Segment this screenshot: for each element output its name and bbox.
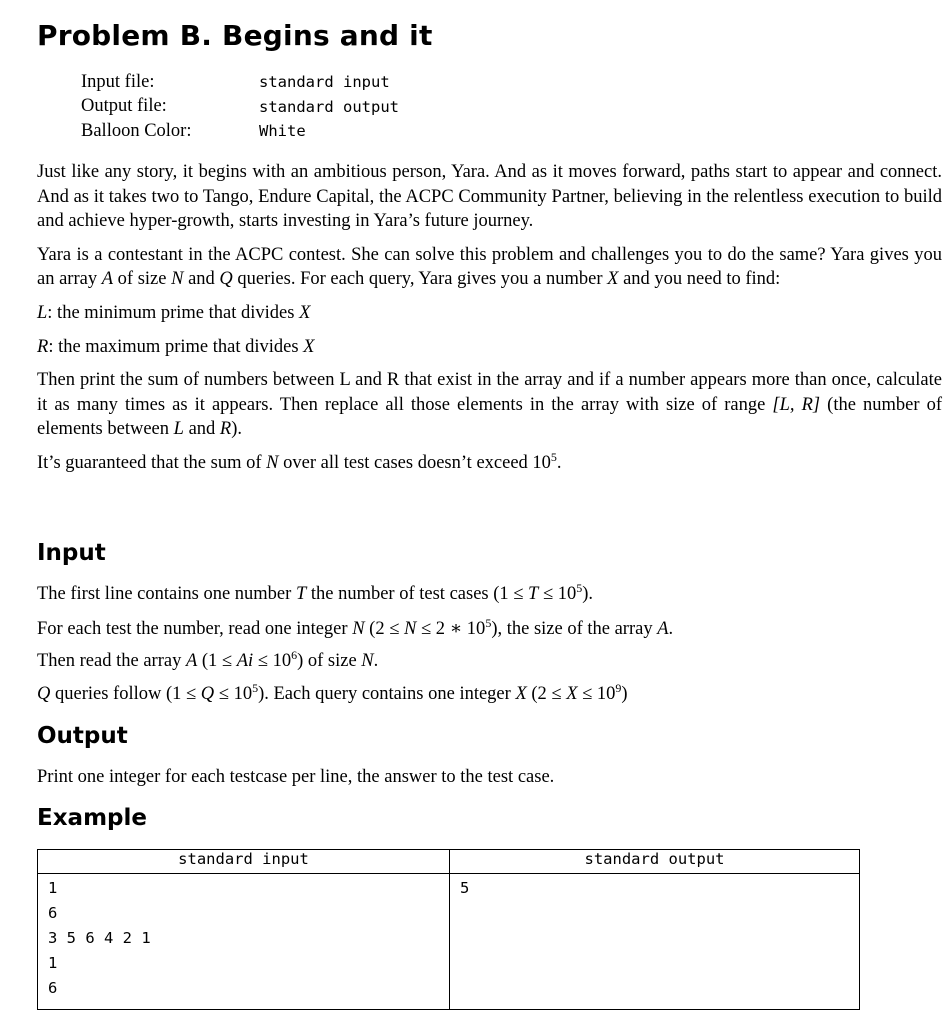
input-line-4: Q queries follow $(1 \le Q \le 10^5)$. Each query contains one integer X $(2 \le X \le 10^9)$ — [37, 680, 628, 704]
example-input-line: 6 — [48, 904, 58, 922]
example-input-cell — [38, 874, 450, 1010]
example-heading: Example — [37, 805, 147, 831]
input-heading: Input — [37, 540, 106, 566]
statement — [37, 160, 942, 485]
meta-key: Balloon Color: — [81, 120, 192, 141]
meta-row-balloon — [81, 119, 399, 144]
definition-L: L: the minimum prime that divides X — [37, 302, 311, 323]
meta-value: White — [259, 122, 306, 141]
example-data-row — [38, 874, 860, 1010]
output-heading: Output — [37, 723, 128, 749]
example-input-line: 3 5 6 4 2 1 — [48, 929, 151, 947]
example-output-cell — [450, 874, 860, 1010]
example-input-line: 1 — [48, 879, 58, 897]
page-title: Problem B. Begins and it — [37, 19, 433, 52]
output-text: Print one integer for each testcase per line, the answer to the test case. — [37, 767, 555, 787]
example-input-line: 6 — [48, 979, 58, 997]
example-output-line: 5 — [460, 879, 470, 897]
example-header-row — [38, 850, 860, 874]
definition-R: R: the maximum prime that divides X — [37, 336, 315, 357]
example-table — [37, 849, 860, 1010]
meta-key: Input file: — [81, 71, 155, 92]
meta-key: Output file: — [81, 96, 167, 117]
example-input-line: 1 — [48, 954, 58, 972]
statement-paragraph-3: Then print the sum of numbers between L and R that exist in the array and if a number appears more than once, calculate it as many times as it appears. Then replace all those elements in the array with size of range [L, R] (the number of elements between L and R). — [37, 370, 942, 440]
input-line-3: Then read the array A $(1 \le Ai \le 10^6)$ of size N. — [37, 647, 379, 671]
meta-value: standard input — [259, 73, 390, 92]
meta-row-input — [81, 70, 399, 95]
meta-row-output — [81, 95, 399, 120]
input-line-1: The first line contains one number T the number of test cases $(1 \le T \le 10^5)$. — [37, 580, 594, 604]
example-input-header: standard input — [38, 850, 450, 874]
statement-paragraph-2: Yara is a contestant in the ACPC contest. She can solve this problem and challenges you to do the same? Yara gives you an array A of size N and Q queries. For each query, Yara gives you a number X and you need to find: — [37, 244, 942, 290]
statement-paragraph-1: Just like any story, it begins with an ambitious person, Yara. And as it moves forward, paths start to appear and connect. And as it takes two to Tango, Endure Capital, the ACPC Community Partner, believing in the relentless execution to build and achieve hyper-growth, starts investing in Yara’s future journey. — [37, 162, 942, 232]
statement-paragraph-4: It’s guaranteed that the sum of N over all test cases doesn’t exceed $10^5$. — [37, 449, 562, 473]
meta-value: standard output — [259, 97, 399, 116]
problem-meta — [81, 70, 399, 144]
example-output-header: standard output — [450, 850, 860, 874]
input-line-2: For each test the number, read one integer N (2 ≤ N ≤ 2 ∗ $10^5$), the size of the array A. — [37, 615, 674, 639]
